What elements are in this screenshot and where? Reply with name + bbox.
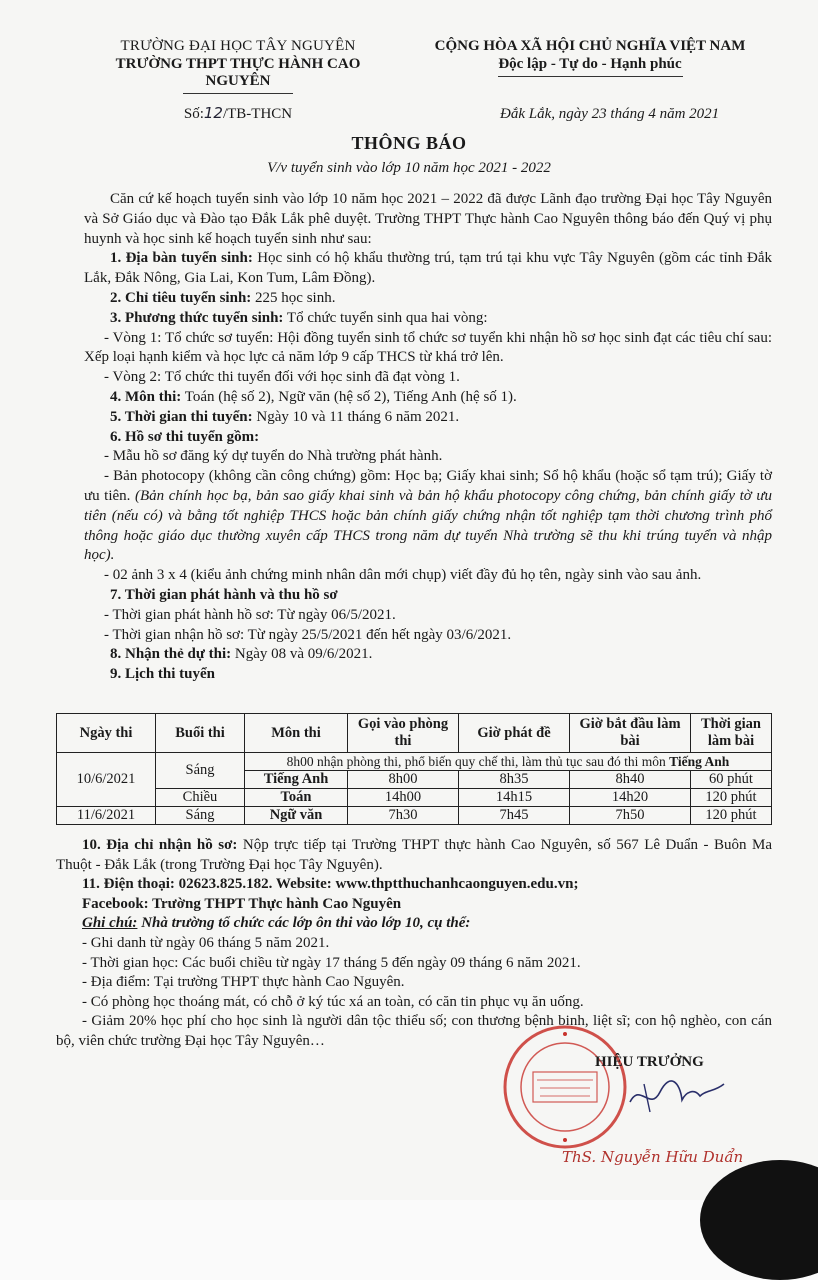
session-cell: Sáng	[156, 753, 245, 789]
screen-corner-overlay	[700, 1160, 818, 1280]
section-11: 11. Điện thoại: 02623.825.182. Website: www.thptthuchanhcaonguyen.edu.vn;	[82, 876, 579, 893]
call-time-cell: 14h00	[348, 789, 459, 807]
call-time-cell: 8h00	[348, 771, 459, 789]
issue-time-cell: 14h15	[459, 789, 570, 807]
document-number: Số:12/TB-THCN	[183, 104, 293, 122]
signer-title: HIỆU TRƯỞNG	[595, 1054, 704, 1070]
intro-paragraph: Căn cứ kế hoạch tuyển sinh vào lớp 10 năm học 2021 – 2022 đã được Lãnh đạo trường Đại học Tây Nguyên và Sở Giáo dục và Đào tạo Đắk Lắk phê duyệt. Trường THPT Thực hành Cao Nguyên thông báo đến Quý vị phụ huynh và học sinh kế hoạch tuyển sinh như sau:	[84, 191, 772, 247]
section-6-item-c: - 02 ảnh 3 x 4 (kiểu ảnh chứng minh nhân dân mới chụp) viết đầy đủ họ tên, ngày sinh vào sau ảnh.	[104, 567, 702, 584]
table-row	[57, 753, 772, 771]
table-header-row	[57, 714, 772, 753]
section-3: 3. Phương thức tuyển sinh: Tổ chức tuyển sinh qua hai vòng:	[110, 309, 488, 326]
issuer-header	[88, 38, 388, 123]
document-title: THÔNG BÁO	[351, 133, 467, 153]
exam-schedule-table	[56, 713, 772, 825]
section-9: 9. Lịch thi tuyển	[110, 666, 216, 683]
section-1: 1. Địa bàn tuyển sinh: Học sinh có hộ khẩu thường trú, tạm trú tại khu vực Tây Nguyên (gồm các tỉnh Đắk Lắk, Đắk Nông, Gia Lai, Kon Tum, Lâm Đồng).	[84, 250, 772, 287]
issue-time-cell: 7h45	[459, 807, 570, 825]
section-6-item-b: - Bản photocopy (không cần công chứng) gồm: Học bạ; Giấy khai sinh; Sổ hộ khẩu (hoặc sổ tạm trú); Giấy tờ ưu tiên. (Bản chính học bạ, bản sao giấy khai sinh và bản hộ khẩu photocopy công chứng, bản chính giấy tờ ưu tiên (nếu có) và bằng tốt nghiệp THCS hoặc bản chính giấy chứng nhận tốt nghiệp tạm thời chương trình phổ thông hoặc giáo dục thường xuyên cấp THCS trong năm dự tuyển Nhà trường sẽ thu khi trúng tuyển và nhập học).	[84, 468, 772, 564]
table-row	[57, 807, 772, 825]
subject-cell: Tiếng Anh	[245, 771, 348, 789]
table-header: Môn thi	[245, 714, 348, 753]
start-time-cell: 14h20	[570, 789, 691, 807]
section-4: 4. Môn thi: Toán (hệ số 2), Ngữ văn (hệ số 2), Tiếng Anh (hệ số 1).	[110, 388, 517, 405]
section-7: 7. Thời gian phát hành và thu hồ sơ	[110, 586, 338, 603]
section-2: 2. Chỉ tiêu tuyển sinh: 225 học sinh.	[110, 289, 336, 306]
start-time-cell: 7h50	[570, 807, 691, 825]
duration-cell: 120 phút	[691, 807, 772, 825]
table-header: Giờ phát đề	[459, 714, 570, 753]
section-5: 5. Thời gian thi tuyển: Ngày 10 và 11 tháng 6 năm 2021.	[110, 408, 460, 425]
handwritten-number: 12	[203, 104, 223, 122]
document-body	[84, 190, 772, 685]
table-header: Thời gian làm bài	[691, 714, 772, 753]
session-cell: Sáng	[156, 807, 245, 825]
note-row: 8h00 nhận phòng thi, phổ biến quy chế thi, làm thủ tục sau đó thi môn Tiếng Anh	[245, 753, 772, 771]
session-cell: Chiều	[156, 789, 245, 807]
duration-cell: 120 phút	[691, 789, 772, 807]
university-name: TRƯỜNG ĐẠI HỌC TÂY NGUYÊN	[120, 38, 356, 54]
section-6: 6. Hồ sơ thi tuyển gồm:	[110, 428, 260, 445]
subject-cell: Ngữ văn	[245, 807, 348, 825]
official-stamp-icon	[500, 1022, 630, 1152]
section-3-round-2: - Vòng 2: Tổ chức thi tuyển đối với học sinh đã đạt vòng 1.	[104, 369, 460, 386]
issue-time-cell: 8h35	[459, 771, 570, 789]
table-header: Ngày thi	[57, 714, 156, 753]
section-3-round-1: - Vòng 1: Tổ chức sơ tuyển: Hội đồng tuyển sinh tổ chức sơ tuyển khi nhận hồ sơ học sinh đạt các tiêu chí sau: Xếp loại hạnh kiểm và học lực cả năm lớp 9 cấp THCS từ khá trở lên.	[84, 329, 772, 366]
note-item: - Có phòng học thoáng mát, có chỗ ở ký túc xá an toàn, có căn tin phục vụ ăn uống.	[82, 993, 584, 1010]
header-underline	[183, 93, 293, 94]
duration-cell: 60 phút	[691, 771, 772, 789]
exam-date-cell: 10/6/2021	[57, 753, 156, 807]
exam-date-cell: 11/6/2021	[57, 807, 156, 825]
document-subtitle: V/v tuyển sinh vào lớp 10 năm học 2021 - 2022	[267, 160, 551, 176]
table-header: Gọi vào phòng thi	[348, 714, 459, 753]
note-item: - Giảm 20% học phí cho học sinh là người dân tộc thiểu số; con thương bệnh binh, liệt sĩ; con hộ nghèo, con cán bộ, viên chức trường Đại học Tây Nguyên…	[56, 1013, 772, 1049]
note-item: - Địa điểm: Tại trường THPT thực hành Cao Nguyên.	[82, 974, 405, 991]
signature-icon	[620, 1062, 730, 1122]
section-8: 8. Nhận thẻ dự thi: Ngày 08 và 09/6/2021.	[110, 646, 373, 663]
motto: Độc lập - Tự do - Hạnh phúc	[498, 56, 682, 72]
note-item: - Thời gian học: Các buổi chiều từ ngày 17 tháng 5 đến ngày 09 tháng 6 năm 2021.	[82, 954, 581, 971]
place-date: Đắk Lắk, ngày 23 tháng 4 năm 2021	[500, 106, 720, 122]
section-6-item-a: - Mẫu hồ sơ đăng ký dự tuyển do Nhà trường phát hành.	[104, 448, 443, 465]
national-header	[410, 38, 770, 77]
section-7-item-b: - Thời gian nhận hồ sơ: Từ ngày 25/5/2021 đến hết ngày 03/6/2021.	[104, 626, 512, 643]
note-item: - Ghi danh từ ngày 06 tháng 5 năm 2021.	[82, 934, 330, 951]
start-time-cell: 8h40	[570, 771, 691, 789]
school-name: TRƯỜNG THPT THỰC HÀNH CAO NGUYÊN	[115, 56, 361, 89]
note-heading: Ghi chú: Nhà trường tổ chức các lớp ôn thi vào lớp 10, cụ thể:	[82, 915, 471, 932]
facebook-line: Facebook: Trường THPT Thực hành Cao Nguyên	[82, 895, 402, 912]
country-name: CỘNG HÒA XÃ HỘI CHỦ NGHĨA VIỆT NAM	[434, 38, 746, 54]
section-7-item-a: - Thời gian phát hành hồ sơ: Từ ngày 06/5/2021.	[104, 606, 396, 623]
section-10: 10. Địa chỉ nhận hồ sơ: Nộp trực tiếp tại Trường THPT thực hành Cao Nguyên, số 567 Lê Duẩn - Buôn Ma Thuột - Đắk Lắk (trong Trường Đại học Tây Nguyên).	[56, 837, 772, 873]
table-row	[57, 789, 772, 807]
signer-name: ThS. Nguyễn Hữu Duẩn	[562, 1148, 744, 1166]
subject-cell: Toán	[245, 789, 348, 807]
call-time-cell: 7h30	[348, 807, 459, 825]
motto-underline	[498, 76, 683, 77]
table-header: Buổi thi	[156, 714, 245, 753]
table-header: Giờ bắt đầu làm bài	[570, 714, 691, 753]
document-footer-body	[56, 836, 772, 1052]
